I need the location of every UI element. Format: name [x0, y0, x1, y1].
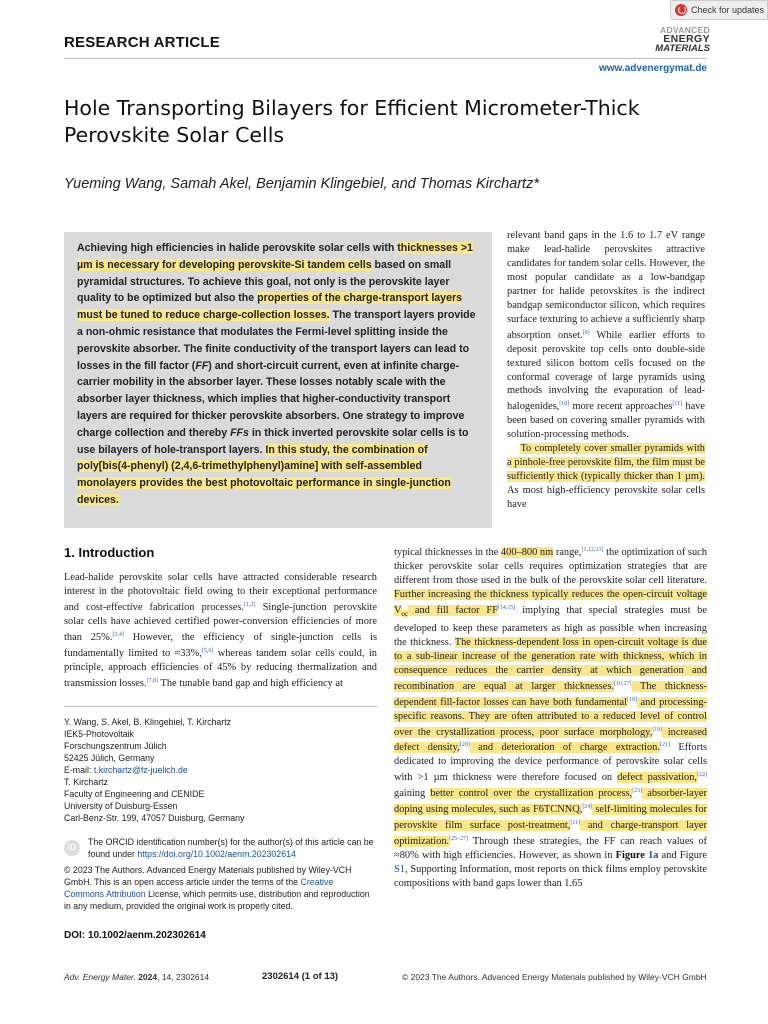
journal-url-link[interactable]: www.advenergymat.de — [599, 63, 707, 74]
journal-logo-line-2: ENERGY — [663, 33, 710, 45]
copyright-notice: © 2023 The Authors. Advanced Energy Materials published by Wiley-VCH GmbH. This is an open access article under the terms of the Creative Commons Attribution License, which permits use, distribution and reproduction in any medium, provided the original work is properly cited. — [64, 865, 370, 911]
footer-copyright: © 2023 The Authors. Advanced Energy Materials published by Wiley-VCH GmbH — [402, 972, 707, 982]
orcid-icon: iD — [64, 840, 80, 856]
citation-link[interactable]: [18] — [627, 696, 638, 703]
affiliation-line: Carl-Benz-Str. 199, 47057 Duisburg, Germany — [64, 813, 245, 823]
article-title: Hole Transporting Bilayers for Efficient Micrometer-Thick Perovskite Solar Cells — [64, 96, 640, 147]
check-updates-icon — [675, 4, 687, 16]
citation-link[interactable]: [21] — [659, 742, 670, 749]
citation-link[interactable]: [24] — [582, 804, 593, 811]
citation-link[interactable]: [19] — [652, 726, 663, 733]
check-updates-label: Check for updates — [691, 5, 765, 15]
citation-link[interactable]: [25–27] — [449, 836, 469, 843]
figure-s1-link[interactable]: S1 — [394, 864, 405, 876]
figure-1a-link[interactable]: 1a — [648, 850, 659, 862]
affiliation-line: IEK5-Photovoltaik — [64, 729, 134, 739]
orcid-text: The ORCID identification number(s) for the author(s) of this article can be found under https://doi.org/10.1002/aenm.202302614 — [88, 837, 374, 859]
journal-logo — [630, 26, 710, 53]
affiliation-line: Forschungszentrum Jülich — [64, 741, 167, 751]
citation-link[interactable]: [3,4] — [112, 631, 124, 638]
journal-logo-line-3: MATERIALS — [655, 43, 710, 54]
journal-logo-line-1: ADVANCED — [660, 25, 710, 35]
citation-link[interactable]: [9] — [582, 329, 590, 336]
section-label: RESEARCH ARTICLE — [64, 34, 220, 51]
abstract-text: Achieving high efficiencies in halide perovskite solar cells with thicknesses >1 µm is necessary for developing perovskite-Si tandem cells based on small pyramidal structures. To achieve this goal, not only is the perovskite layer quality to be optimized but also the properties of the charge-transport layers must be tuned to reduce charge-collection losses. The transport layers provide a non-ohmic resistance that modulates the Fermi-level splitting inside the perovskite absorber. The finite conductivity of the transport layers can lead to losses in the fill factor (FF) and short-circuit current, even at infinite charge-carrier mobility in the absorber layer. These losses notably scale with the absorber layer thickness, which implies that higher-conductivity transport layers are required for thicker perovskite absorbers. One strategy to improve charge collection and thereby FFs in thick inverted perovskite solar cells is to use bilayers of hole-transport layers. In this study, the combination of poly[bis(4-phenyl) (2,4,6-trimethylphenyl)amine] with self-assembled monolayers provides the best photovoltaic performance in single-junction devices. — [77, 242, 476, 506]
citation-link[interactable]: [5,6] — [201, 647, 214, 654]
citation-link[interactable]: [11] — [570, 820, 581, 827]
citation-link[interactable]: [7,8] — [146, 677, 159, 684]
citation-link[interactable]: [20] — [459, 742, 470, 749]
introduction-text: Lead-halide perovskite solar cells have attracted considerable research interest in the photovoltaic field owing to their exceptional performance and cost-effective fabrication processes.[1,2] Single-junction perovskite solar cells have achieved certified power-conversion efficiencies of more than 25%.[3,4] However, the efficiency of single-junction cells is fundamentally limited to ≈33%,[5,6] whereas tandem solar cells could, in principle, approach efficiencies of 45% by reducing thermalization and transmission losses.[7,8] The tunable band gap and high efficiency at — [64, 572, 378, 689]
affiliation-line: University of Duisburg-Essen — [64, 801, 178, 811]
citation-link[interactable]: [14,15] — [497, 604, 516, 611]
citation-link[interactable]: [23] — [632, 788, 643, 795]
footer-citation: Adv. Energy Mater. 2024, 14, 2302614 — [64, 972, 210, 982]
citation-link[interactable]: [1,12,13] — [581, 547, 604, 553]
header-divider — [64, 58, 707, 59]
right-column-top-text: relevant band gaps in the 1.6 to 1.7 eV range make lead-halide perovskites attractive candidates for tandem solar cells. However, the most popular candidate as a low-bandgap partner for halide perovskites is the indirect bandgap semiconductor silicon, which requires surface texturing to achieve a sufficiently sharp absorption onset.[9] While earlier efforts to deposit perovskite top cells onto double-side textured silicon bottom cells focused on the conformal coverage of large pyramids using methods involving the evaporation of lead-halogenides,[10] more recent approaches[11] have been based on covering smaller pyramids with solution-processing methods. To completely cover smaller pyramids with a pinhole-free perovskite film, the film must be sufficiently thick (typically thicker than 1 µm). As most high-efficiency perovskite solar cells have — [507, 230, 706, 511]
affiliation-divider — [64, 706, 377, 707]
citation-link[interactable]: [10] — [559, 401, 570, 408]
affiliation-line: Faculty of Engineering and CENIDE — [64, 789, 205, 799]
citation-link[interactable]: [22] — [697, 772, 707, 779]
email-line: E-mail: t.kirchartz@fz-juelich.de — [64, 765, 188, 775]
footer-page-number: 2302614 (1 of 13) — [262, 971, 339, 982]
right-column-bottom-text: typical thicknesses in the 400–800 nm range,[1,12,13] the optimization of such thicker perovskite solar cells requires optimization strategies that are different from those used in the bulk of the perovskite solar cell literature. Further increasing the thickness typically reduces the open-circuit voltage $V_{oc}$ and fill factor FF[14,15] implying that special strategies must be developed to keep these parameters as high as possible when increasing the thickness. The thickness-dependent loss in open-circuit voltage is due to a sub-linear increase of the generation rate with thickness, which in consequence reduces the carrier density at which generation and recombination are equal at larger thicknesses.[16,17] The thickness-dependent fill-factor losses can have both fundamental[18] and processing-specific reasons. They are often attributed to a reduced level of control over the crystallization process, poor surface morphology,[19] increased defect density,[20] and deterioration of charge extraction.[21] Efforts dedicated to improving the device performance of perovskite solar cells with >1 µm thickness were therefore focused on defect passivation,[22] gaining better control over the crystallization process,[23] absorber-layer doping using molecules, such as F6TCNNQ,[24] self-limiting molecules for perovskite film surface post-treatment,[11] and charge-transport layer optimization.[25–27] Through these strategies, the FF can reach values of ≈80% with high efficiencies. However, as shown in Figure 1a and Figure S1, Supporting Information, most reports on thick films employ perovskite compositions with band gaps lower than 1.65 — [394, 547, 708, 890]
citation-link[interactable]: [16,17] — [614, 680, 632, 687]
check-for-updates-button[interactable] — [670, 0, 768, 20]
section-heading-introduction: 1. Introduction — [64, 545, 155, 560]
citation-link[interactable]: [1,2] — [244, 601, 256, 608]
author-email-link[interactable]: t.kirchartz@fz-juelich.de — [93, 765, 188, 775]
author-list: Yueming Wang, Samah Akel, Benjamin Klingebiel, and Thomas Kirchartz* — [64, 176, 539, 192]
affiliations — [64, 716, 384, 824]
affiliation-line: T. Kirchartz — [64, 777, 108, 787]
citation-link[interactable]: [11] — [672, 401, 683, 408]
license-link[interactable]: Creative Commons Attribution — [64, 877, 334, 899]
affiliation-line: 52425 Jülich, Germany — [64, 753, 155, 763]
doi-link[interactable]: https://doi.org/10.1002/aenm.202302614 — [137, 849, 296, 859]
affiliation-line: Y. Wang, S. Akel, B. Klingebiel, T. Kirchartz — [64, 717, 232, 727]
article-doi: DOI: 10.1002/aenm.202302614 — [64, 930, 206, 941]
